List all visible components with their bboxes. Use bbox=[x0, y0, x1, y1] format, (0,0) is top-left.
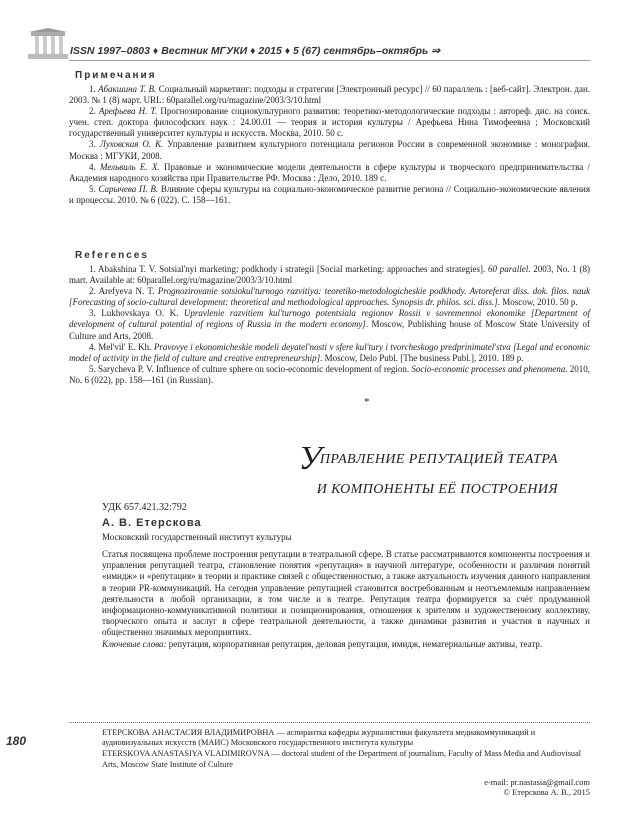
header-year: 2015 bbox=[258, 45, 282, 57]
notes-section bbox=[69, 70, 590, 206]
reference-item: 5. Sarycheva P. V. Influence of culture sphere on socio-economic development of region. Socio-economic processes and phenomena. 2010, No. 6 (022), pp. 158—161 (in Russian). bbox=[69, 363, 591, 385]
copyright: © Етерскова А. В., 2015 bbox=[503, 787, 590, 797]
note-item: 1. Абакшина Т. В. Социальный маркетинг: подходы и стратегии [Электронный ресурс] // 60 параллель : [веб-сайт]. Электрон. дан. 2003. № 1 (8) март. URL: 60parallel.org/ru/magazine/2003/3/10.html bbox=[69, 84, 591, 106]
contacts bbox=[484, 777, 590, 797]
note-text: Управление развитием культурного потенциала регионов России в современной экономике : монография. Москва : МГУКИ, 2008. bbox=[69, 139, 591, 161]
abstract bbox=[102, 549, 590, 650]
divider-star: * bbox=[364, 396, 370, 408]
reference-item: 1. Abakshina T. V. Sotsial'nyi marketing: podkhody i strategii [Social marketing: approaches and strategies]. 60 parallel. 2003, No. 1 (8) mart. Available at: 60parallel.org/ru/magazine/2003/3/10.html bbox=[69, 264, 590, 286]
notes-list bbox=[69, 84, 590, 206]
note-text: Социальный маркетинг: подходы и стратегии [Электронный ресурс] // 60 параллель : [веб-сайт]. Электрон. дан. 2003. № 1 (8) март. URL: 60parallel.org/ru/magazine/2003/3/10.html bbox=[69, 84, 591, 106]
journal-logo-icon bbox=[27, 28, 71, 62]
contact-email: e-mail: pr.nastasia@gmail.com bbox=[484, 777, 590, 787]
title-line1: ПРАВЛЕНИЕ РЕПУТАЦИЕЙ ТЕАТРА bbox=[319, 452, 558, 467]
note-author: Абакшина Т. В. bbox=[98, 84, 157, 94]
keywords bbox=[102, 639, 590, 650]
reference-item: 2. Arefyeva N. T. Prognozirovanie sotsiokul'turnogo razvitiya: teoretiko-metodologicheskie podkhody. Avtoreferat diss. dok. filos. nauk [Forecasting of socio-cultural development: theoretical and methodological approaches. Synopsis dr. philos. sci. diss.]. Moscow, 2010. 50 p. bbox=[69, 286, 590, 308]
bio-ru: ЕТЕРСКОВА АНАСТАСИЯ ВЛАДИМИРОВНА — аспирантка кафедры журналистики факультета медиакоммуникаций и аудиовизуальных искусств (МАИС) Московского государственного института культуры bbox=[102, 728, 536, 748]
note-item: 2. Арефьева Н. Т. Прогнозирование социокультурного развития: теоретико-методологические подходы : автореф. дис. на соиск. учен. степ. доктора философских наук : 24.00.01 — теория и история культуры / Арефьева Нина Тимофеевна ; Московский государственный университет культуры и искусств. Москва, 2010. 50 с. bbox=[69, 106, 591, 139]
title-initial: У bbox=[298, 440, 322, 477]
article-author: А. В. Етерскова bbox=[102, 517, 202, 529]
header-arrow-icon: ⇒ bbox=[431, 45, 440, 57]
title-line2: И КОМПОНЕНТЫ ЕЁ ПОСТРОЕНИЯ bbox=[316, 482, 558, 497]
note-author: Луховская О. К. bbox=[99, 139, 164, 150]
note-item: 4. Мельвиль Е. Х. Правовые и экономические модели деятельности в сфере культуры и творческого предпринимательства / Академия народного хозяйства при Правительстве РФ. Москва : Дело, 2010. 189 с. bbox=[69, 161, 590, 183]
references-section bbox=[69, 250, 590, 386]
header-issn: ISSN 1997–0803 bbox=[70, 45, 150, 57]
keywords-text: репутация, корпоративная репутация, деловая репутация, имидж, нематериальные активы, театр. bbox=[168, 638, 543, 649]
reference-item: 4. Mel'vil' E. Kh. Pravovye i ekonomicheskie modeli deyatel'nosti v sfere kul'tury i tvorcheskogo predprinimatel'stva [Legal and economic model of activity in the field of culture and creative entrepreneurship]. Moscow, Delo Publ. [The business Publ.], 2010. 189 p. bbox=[69, 341, 590, 363]
note-item: 5. Сарычева П. В. Влияние сферы культуры на социально-экономическое развитие региона // Социально-экономические явления и процессы. 2010. № 6 (022). С. 158—161. bbox=[69, 183, 590, 205]
page-number: 180 bbox=[6, 734, 27, 748]
note-author: Сарычева П. В. bbox=[98, 183, 159, 194]
keywords-label: Ключевые слова: bbox=[102, 638, 167, 649]
udk-code: УДК 657.421.32:792 bbox=[102, 502, 187, 513]
bio-en: ETERSKOVA ANASTASIYA VLADIMIROVNA — doctoral student of the Department of journalism, Faculty of Mass Media and Audiovisual Arts, Moscow State Institute of Culture bbox=[102, 749, 582, 769]
reference-item: 3. Lukhovskaya O. K. Upravlenie razvitiem kul'turnogo potentsiala regionov Rossii v sovremennoi ekonomike [Department of development of cultural potential of regions of Russia in the modern economy]. Moscow, Publishing house of Moscow State University of Culture and Arts, 2008. bbox=[69, 308, 591, 341]
author-bio bbox=[102, 728, 590, 771]
note-item: 3. Луховская О. К. Управление развитием культурного потенциала регионов России в современной экономике : монография. Москва : МГУКИ, 2008. bbox=[69, 139, 591, 161]
note-text: Правовые и экономические модели деятельности в сфере культуры и творческого предпринимательства / Академия народного хозяйства при Правительстве РФ. Москва : Дело, 2010. 189 с. bbox=[69, 161, 590, 183]
header-journal: Вестник МГУКИ bbox=[161, 45, 248, 57]
note-text: Прогнозирование социокультурного развития: теоретико-методологические подходы : автореф. дис. на соиск. учен. степ. доктора философских наук : 24.00.01 — теория и история культуры / Арефьева Нина Тимофеевна ; Московский государственный университет культуры и искусств. Москва, 2010. 50 с. bbox=[69, 106, 591, 139]
note-text: Влияние сферы культуры на социально-экономическое развитие региона // Социально-экономические явления и процессы. 2010. № 6 (022). С. 158—161. bbox=[69, 183, 590, 205]
article-title bbox=[258, 440, 558, 498]
running-header: ISSN 1997–0803 ♦ Вестник МГУКИ ♦ 2015 ♦ 5 (67) сентябрь–октябрь ⇒ bbox=[70, 45, 440, 57]
author-affiliation: Московский государственный институт культуры bbox=[102, 532, 292, 542]
references-list bbox=[69, 264, 590, 386]
header-rule bbox=[69, 60, 590, 61]
note-author: Арефьева Н. Т. bbox=[98, 106, 158, 117]
note-author: Мельвиль Е. Х. bbox=[100, 161, 160, 172]
abstract-text: Статья посвящена проблеме построения репутации в театральной сфере. В статье рассматриваются компоненты построения и управления репутацией театра, становление понятия «репутация» в научной литературе, особенности и различия понятий «имидж» и «репутация» в теории и практике связей с общественностью, а также актуальность изучения данного направления в теории PR-коммуникаций. На сегодня управление репутацией становится востребованным и неотъемлемым направлением деятельности в любой организации, в том числе и в театре. Репутация театра формируется за счёт продуманной информационно-коммуникативной политики и позиционирования, отношения к зрителям и художественному коллективу, творческого опыта и заслуг в сфере театральной деятельности, а также динамики развития и участия в научных и общественно значимых мероприятиях. bbox=[102, 549, 590, 638]
notes-title: Примечания bbox=[75, 70, 157, 81]
dotted-divider bbox=[69, 722, 590, 723]
references-title: References bbox=[75, 250, 149, 261]
header-issue: 5 (67) сентябрь–октябрь bbox=[292, 45, 429, 57]
